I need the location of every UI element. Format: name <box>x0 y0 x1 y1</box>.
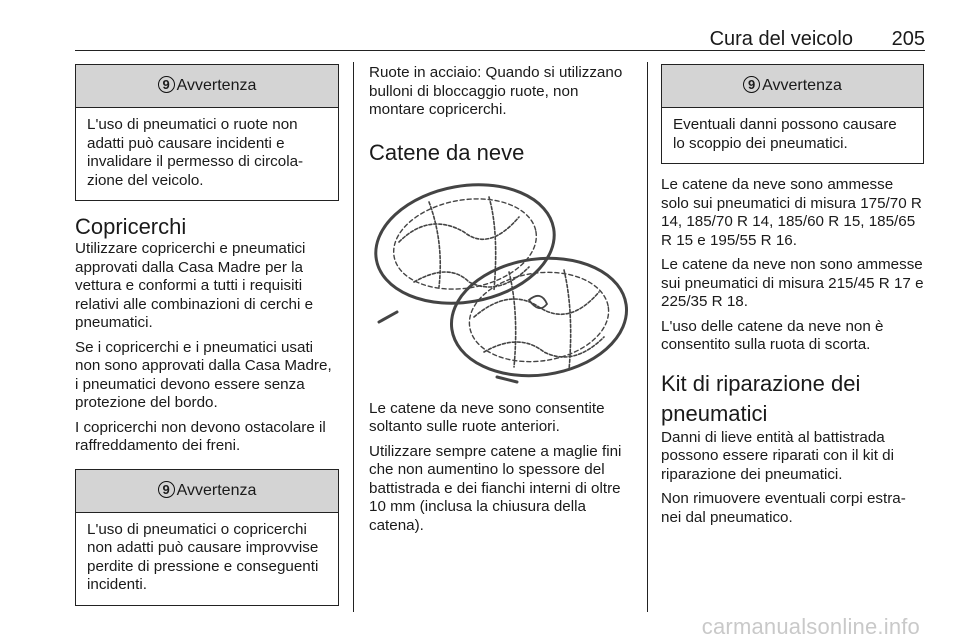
watermark: carmanualsonline.info <box>701 614 920 639</box>
paragraph: Le catene da neve non sono ammesse sui pneumatici di misura 215/45 R 17 e 225/35 R 18. <box>661 256 924 310</box>
paragraph: Ruote in acciaio: Quando si utilizzano bulloni di bloccaggio ruote, non montare copricerchi. <box>369 64 623 118</box>
warning-label: Avvertenza <box>762 77 842 94</box>
paragraph: Non rimuovere eventuali corpi estra-nei dal pneumatico. <box>661 490 906 526</box>
warning-text: L'uso di pneumatici o ruote non adatti può causare incidenti e invalidare il permesso di circola-zione del veicolo. <box>87 116 304 189</box>
warning-text: L'uso di pneumatici o copricerchi non adatti può causare improvvise perdite di pressione e conseguenti incidenti. <box>87 520 319 593</box>
page-number: 205 <box>891 28 925 50</box>
warning-box <box>75 469 339 606</box>
column-1 <box>75 64 339 606</box>
page-header <box>75 22 925 51</box>
warning-icon: 9 <box>743 76 760 93</box>
paragraph: Danni di lieve entità al battistrada possono essere riparati con il kit di riparazione dei pneumatici. <box>661 428 894 483</box>
warning-label: Avvertenza <box>176 77 257 94</box>
warning-box <box>661 64 924 164</box>
section-heading: Copricerchi <box>75 214 187 239</box>
column-divider-2 <box>647 62 648 612</box>
section-title: Cura del veicolo <box>709 28 853 50</box>
paragraph: Utilizzare sempre catene a maglie fini che non aumentino lo spessore del battistrada e dei fianchi interni di oltre 10 mm (inclusa la chiusura della catena). <box>369 442 622 534</box>
section-heading: Catene da neve <box>369 139 525 165</box>
paragraph: Utilizzare copricerchi e pneumatici approvati dalla Casa Madre per la vettura e conformi a tutti i requisiti relativi alle combinazioni di cerchi e pneumatici. <box>75 240 314 331</box>
warning-header <box>662 65 923 108</box>
warning-icon: 9 <box>158 481 175 498</box>
paragraph: I copricerchi non devono ostacolare il raffreddamento dei freni. <box>75 418 326 454</box>
column-divider-1 <box>353 62 354 612</box>
column-3 <box>661 64 924 533</box>
paragraph: L'uso delle catene da neve non è consentito sulla ruota di scorta. <box>661 317 884 353</box>
warning-header <box>76 65 338 108</box>
paragraph: Le catene da neve sono ammesse solo sui pneumatici di misura 175/70 R 14, 185/70 R 14, 185/60 R 15, 185/65 R 15 e 195/55 R 16. <box>661 176 922 249</box>
section-heading: Kit di riparazione dei pneumatici <box>661 370 861 426</box>
paragraph: Se i copricerchi e i pneumatici usati non sono approvati dalla Casa Madre, i pneumatici devono essere senza protezione del bordo. <box>75 338 332 411</box>
column-2 <box>369 64 635 541</box>
warning-text: Eventuali danni possono causare lo scoppio dei pneumatici. <box>673 116 897 152</box>
snow-chains-illustration <box>369 172 631 390</box>
warning-box <box>75 64 339 201</box>
warning-label: Avvertenza <box>176 481 257 499</box>
warning-icon: 9 <box>158 76 175 93</box>
paragraph: Le catene da neve sono consentite soltanto sulle ruote anteriori. <box>369 399 605 435</box>
warning-header <box>76 470 338 513</box>
